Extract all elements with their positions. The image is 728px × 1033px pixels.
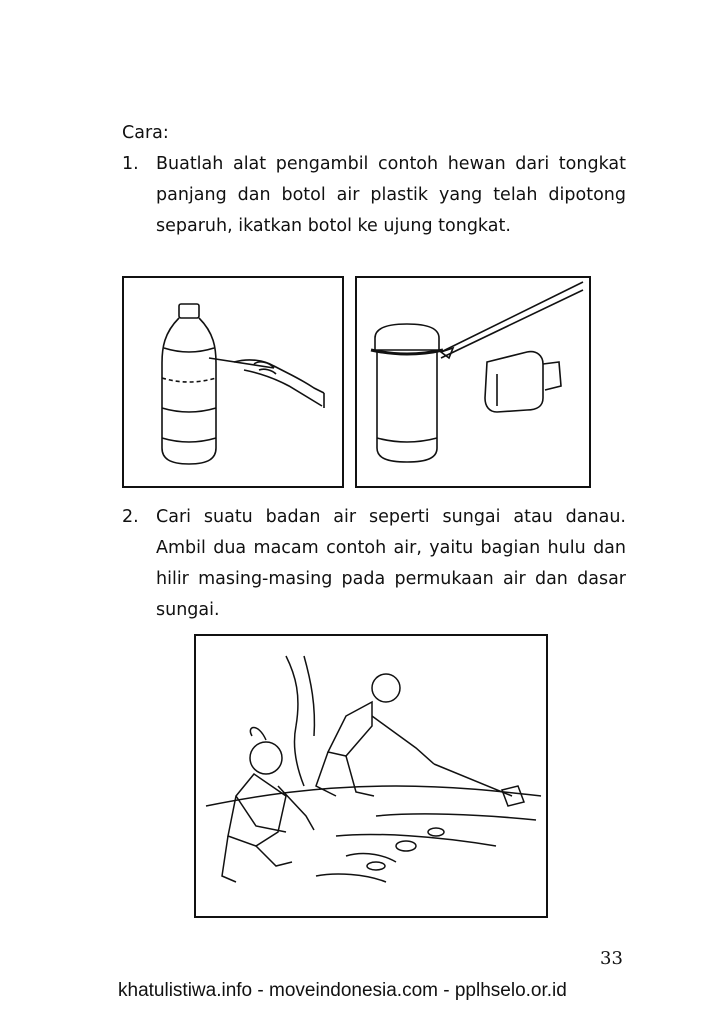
bottle-stick-drawing <box>357 278 589 486</box>
footer-credits: khatulistiwa.info - moveindonesia.com - pplhselo.or.id <box>118 980 567 1001</box>
step-number: 2. <box>122 507 139 527</box>
step-text: Cari suatu badan air seperti sungai atau danau. Ambil dua macam contoh air, yaitu bagian hulu dan hilir masing-masing pada permukaan air dan dasar sungai. <box>156 507 626 620</box>
step-2 <box>122 502 626 626</box>
page-number: 33 <box>600 948 623 969</box>
section-heading: Cara: <box>122 123 169 143</box>
bottle-cut-drawing <box>124 278 342 486</box>
bottle-cutting-illustration <box>122 276 344 488</box>
step-1 <box>122 149 626 242</box>
step-text: Buatlah alat pengambil contoh hewan dari tongkat panjang dan botol air plastik yang telah dipotong separuh, ikatkan botol ke ujung tongkat. <box>156 154 626 236</box>
bottle-on-stick-illustration <box>355 276 591 488</box>
river-scene-drawing <box>196 636 546 916</box>
children-sampling-illustration <box>194 634 548 918</box>
step-number: 1. <box>122 154 139 174</box>
